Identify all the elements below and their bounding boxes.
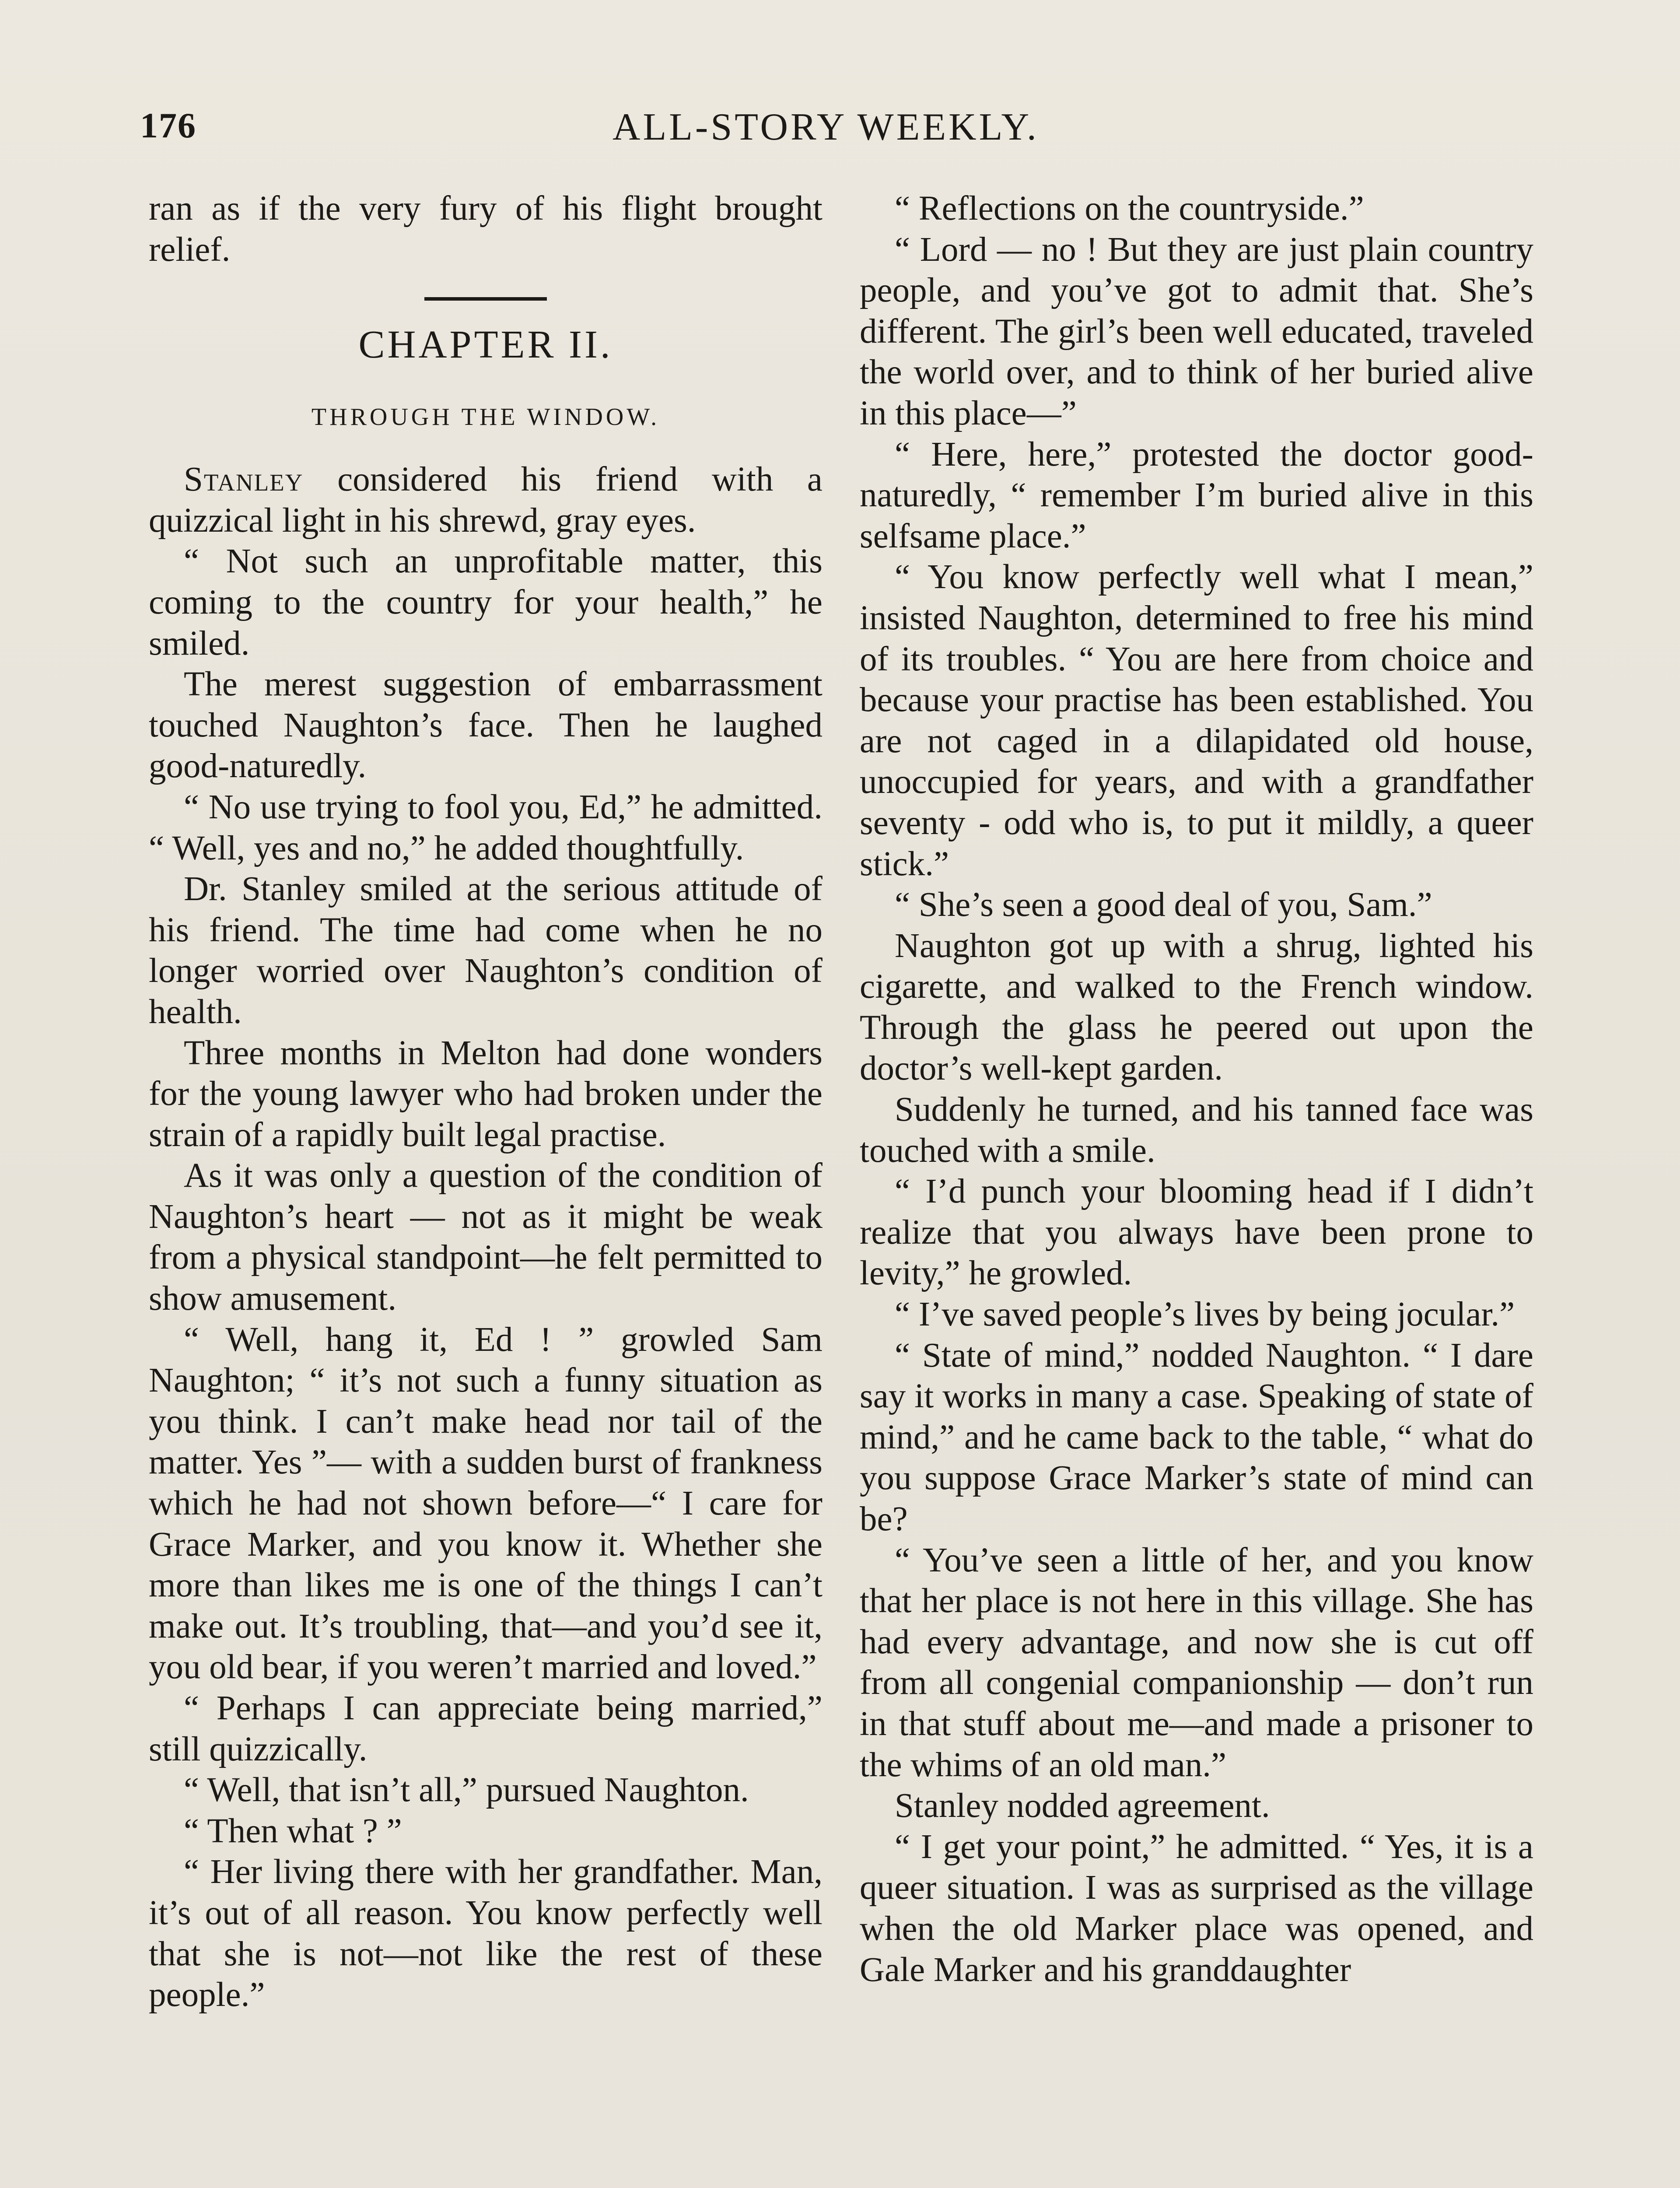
- paragraph: “ Reflections on the countryside.”: [895, 189, 1364, 228]
- paragraph: Three months in Melton had done wonders for the young lawyer who had broken under the strain of a rapidly built legal practise.: [149, 1034, 822, 1154]
- paragraph: The merest suggestion of embarrassment touched Naughton’s face. Then he laughed good-naturedly.: [149, 665, 822, 785]
- chapter-title: CHAPTER II.: [358, 323, 613, 367]
- paragraph: As it was only a question of the condition of Naughton’s heart — not as it might be weak from a physical standpoint—he felt permitted to show amusement.: [149, 1157, 822, 1318]
- paragraph: Stanley nodded agreement.: [895, 1787, 1270, 1825]
- paragraph: “ No use trying to fool you, Ed,” he admitted. “ Well, yes and no,” he added thoughtfully.: [149, 788, 822, 867]
- paragraph: Dr. Stanley smiled at the serious attitude of his friend. The time had come when he no longer worried over Naughton’s condition of health.: [149, 870, 822, 1031]
- first-paragraph-lead: Stanley: [184, 460, 304, 499]
- paragraph: “ I get your point,” he admitted. “ Yes, it is a queer situation. I was as surprised as the village when the old Marker place was opened, and Gale Marker and his granddaughter: [860, 1827, 1533, 1989]
- first-paragraph: [149, 459, 822, 541]
- paragraph: Naughton got up with a shrug, lighted his cigarette, and walked to the French window. Through the glass he peered out upon the doctor’s well-kept garden.: [860, 926, 1533, 1088]
- continued-paragraph: ran as if the very fury of his flight brought relief.: [149, 189, 822, 269]
- paragraph: “ I’ve saved people’s lives by being jocular.”: [895, 1295, 1515, 1334]
- paragraph: “ Well, that isn’t all,” pursued Naughton.: [184, 1771, 749, 1809]
- paragraph: “ State of mind,” nodded Naughton. “ I dare say it works in many a case. Speaking of state of mind,” and he came back to the table, “ what do you suppose Grace Marker’s state of mind can be?: [860, 1336, 1533, 1538]
- paragraph: “ Not such an unprofitable matter, this coming to the country for your health,” he smiled.: [149, 542, 822, 663]
- page-header: [140, 105, 1540, 153]
- first-paragraph-text: considered his friend with a quizzical light in his shrewd, gray eyes.: [149, 460, 822, 540]
- running-title: ALL-STORY WEEKLY.: [612, 106, 1039, 148]
- paragraph: “ Here, here,” protested the doctor good-naturedly, “ remember I’m buried alive in this selfsame place.”: [860, 435, 1533, 555]
- paragraph: Suddenly he turned, and his tanned face was touched with a smile.: [860, 1090, 1533, 1170]
- section-divider: [424, 297, 547, 301]
- paragraph: “ I’d punch your blooming head if I didn’t realize that you always have been prone to levity,” he growled.: [860, 1172, 1533, 1293]
- paragraph: “ She’s seen a good deal of you, Sam.”: [895, 886, 1432, 924]
- paragraph: “ Well, hang it, Ed ! ” growled Sam Naughton; “ it’s not such a funny situation as you think. I can’t make head nor tail of the matter. Yes ”— with a sudden burst of frankness which he had not shown before—“ I care for Grace Marker, and you know it. Whether she more than likes me is one of the things I can’t make out. It’s troubling, that—and you’d see it, you old bear, if you weren’t married and loved.”: [149, 1320, 822, 1687]
- left-column: [149, 188, 822, 2016]
- paragraph: “ Perhaps I can appreciate being married,” still quizzically.: [149, 1689, 822, 1768]
- chapter-subtitle: THROUGH THE WINDOW.: [311, 403, 660, 431]
- right-column: [860, 188, 1533, 1990]
- paragraph: “ You’ve seen a little of her, and you know that her place is not here in this village. She has had every advantage, and now she is cut off from all congenial companionship — don’t run in that stuff about me—and made a prisoner to the whims of an old man.”: [860, 1541, 1533, 1784]
- page-number: 176: [140, 105, 196, 145]
- paragraph: “ Her living there with her grandfather. Man, it’s out of all reason. You know perfectly well that she is not—not like the rest of these people.”: [149, 1853, 822, 2014]
- paragraph: “ Then what ? ”: [184, 1812, 402, 1850]
- paragraph: “ Lord — no ! But they are just plain country people, and you’ve got to admit that. She’s different. The girl’s been well educated, traveled the world over, and to think of her buried alive in this place—”: [860, 230, 1533, 432]
- paragraph: “ You know perfectly well what I mean,” insisted Naughton, determined to free his mind of its troubles. “ You are here from choice and because your practise has been established. You are not caged in a dilapidated old house, unoccupied for years, and with a grandfather seventy - odd who is, to put it mildly, a queer stick.”: [860, 558, 1533, 883]
